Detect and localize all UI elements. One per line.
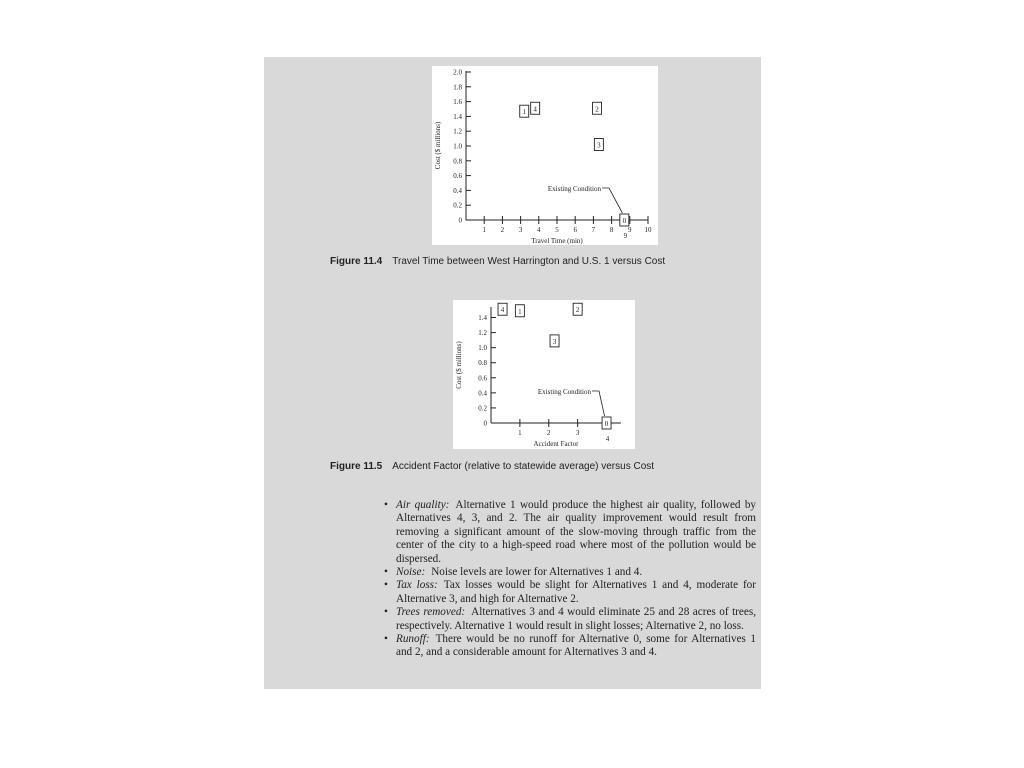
bullet-text: There would be no runoff for Alternative 0, some for Alternatives 1 and 2, and a considerable amount for Alternatives 3 and 4. — [396, 633, 756, 659]
y-tick-label: 0.8 — [478, 359, 487, 368]
y-tick-label: 0.4 — [453, 186, 462, 195]
y-tick-label: 0.6 — [478, 374, 487, 383]
x-tick-label: 3 — [518, 226, 523, 234]
y-tick-label: 1.2 — [453, 127, 462, 136]
y-axis-label: Cost ($ millions) — [434, 121, 442, 170]
data-point-label: 2 — [575, 306, 580, 315]
bullet-noise — [384, 566, 756, 579]
x-tick-label: 4 — [537, 226, 541, 234]
x-axis-label: Travel Time (min) — [531, 237, 583, 245]
x-tick-label: 1 — [482, 226, 486, 234]
data-point-label: 4 — [500, 306, 505, 315]
figure-11-5-caption-label: Figure 11.5 — [330, 461, 383, 472]
x-axis-label: Accident Factor — [533, 440, 579, 448]
y-tick-label: 0.4 — [478, 389, 487, 398]
y-tick-label: 1.2 — [478, 329, 487, 338]
existing-condition-tick-label: 9 — [623, 232, 628, 240]
figure-11-5-chart — [453, 300, 635, 449]
bullet-term: Air quality: — [396, 499, 450, 511]
bullet-icon: • — [384, 499, 388, 511]
figure-11-5-svg — [453, 300, 635, 449]
bullet-text: Tax losses would be slight for Alternatives 1 and 4, moderate for Alternative 3, and high for Alternative 2. — [396, 579, 757, 605]
x-tick-label: 2 — [500, 226, 505, 234]
existing-condition-tick-label: 4 — [605, 435, 610, 443]
bullet-icon: • — [384, 633, 388, 646]
y-tick-label: 1.0 — [478, 344, 487, 353]
x-tick-label: 5 — [555, 226, 559, 234]
bullet-icon: • — [384, 579, 388, 592]
figure-11-4-caption — [330, 256, 665, 267]
x-tick-label: 1 — [518, 429, 522, 437]
x-tick-label: 9 — [628, 226, 632, 234]
existing-condition-annotation: Existing Condition — [537, 388, 591, 396]
y-tick-label: 2.0 — [453, 68, 462, 77]
y-axis-label: Cost ($ millions) — [455, 341, 463, 389]
bullet-runoff — [384, 633, 756, 660]
annotation-leader-line — [592, 391, 605, 416]
y-tick-label: 1.0 — [453, 142, 462, 151]
y-tick-label: 1.4 — [478, 314, 487, 323]
x-tick-label: 10 — [644, 226, 652, 234]
existing-condition-annotation: Existing Condition — [547, 185, 601, 193]
figure-11-4-caption-label: Figure 11.4 — [330, 256, 383, 267]
data-point-label: 3 — [597, 141, 601, 150]
y-tick-label: 1.8 — [453, 83, 462, 92]
figure-11-4-chart — [432, 66, 658, 245]
figure-11-4-svg — [432, 66, 658, 245]
bullet-term: Tax loss: — [396, 579, 438, 592]
figure-11-4-caption-text: Travel Time between West Harrington and U.S. 1 versus Cost — [392, 256, 666, 267]
bullet-term: Noise: — [396, 566, 426, 579]
impact-bullet-list — [384, 499, 756, 660]
document-page — [264, 57, 761, 689]
x-tick-label: 7 — [591, 226, 596, 234]
data-point-label: 2 — [595, 105, 599, 114]
bullet-text: Alternatives 3 and 4 would eliminate 25 and 28 acres of trees, respectively. Alternative 1 would result in slight losses; Alternative 2, no loss. — [396, 606, 756, 632]
bullet-text: Alternative 1 would produce the highest air quality, followed by Alternatives 4, 3, and 2. The air quality improvement would result from removing a significant amount of the slow-moving through traffic from the center of the city to a high-speed road where most of the pollution would be dispersed. — [396, 499, 757, 565]
y-tick-label: 0 — [458, 216, 462, 225]
bullet-term: Trees removed: — [396, 606, 466, 619]
data-point-label: 0 — [622, 217, 627, 225]
bullet-term: Runoff: — [396, 633, 430, 646]
bullet-text: Noise levels are lower for Alternatives 1 and 4. — [431, 566, 643, 579]
y-tick-label: 0.2 — [453, 201, 462, 210]
x-tick-label: 8 — [609, 226, 614, 234]
bullet-tax-loss — [384, 579, 756, 606]
bullet-trees-removed — [384, 606, 756, 633]
bullet-air-quality — [384, 499, 756, 566]
figure-11-5-caption-text: Accident Factor (relative to statewide average) versus Cost — [392, 461, 655, 472]
bullet-icon: • — [384, 606, 388, 619]
data-point-label: 4 — [533, 105, 537, 114]
x-tick-label: 6 — [573, 226, 577, 234]
x-tick-label: 3 — [575, 429, 580, 437]
y-tick-label: 0.8 — [453, 157, 462, 166]
data-point-label: 1 — [518, 307, 522, 316]
y-tick-label: 0 — [483, 419, 487, 428]
data-point-label: 1 — [522, 108, 526, 117]
y-tick-label: 0.2 — [478, 404, 487, 413]
x-tick-label: 2 — [547, 429, 551, 437]
y-tick-label: 1.6 — [453, 98, 462, 107]
y-tick-label: 1.4 — [453, 112, 462, 121]
annotation-leader-line — [602, 188, 622, 213]
y-tick-label: 0.6 — [453, 172, 462, 181]
bullet-icon: • — [384, 566, 388, 579]
figure-11-5-caption — [330, 461, 654, 472]
data-point-label: 0 — [604, 420, 609, 428]
data-point-label: 3 — [552, 337, 557, 346]
